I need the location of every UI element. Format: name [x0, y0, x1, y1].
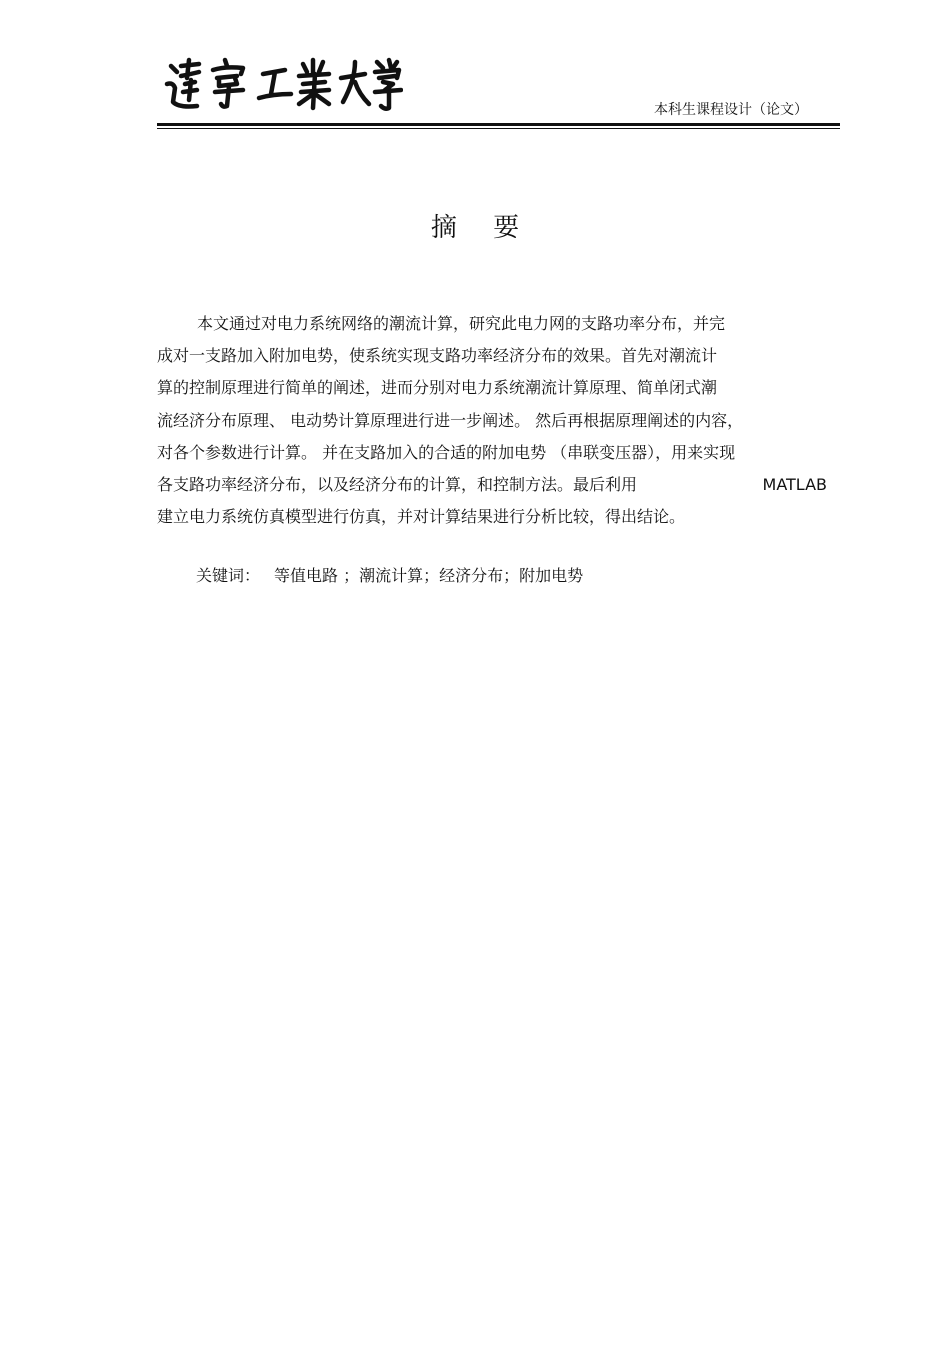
abstract-line: 成对一支路加入附加电势，使系统实现支路功率经济分布的效果。首先对潮流计: [157, 346, 718, 366]
calligraphy-logo-icon: [163, 56, 403, 114]
document-type-label: 本科生课程设计（论文）: [654, 102, 808, 118]
header-rule-thick: [157, 123, 840, 126]
abstract-body: [157, 308, 827, 533]
keywords-label: 关键词：: [196, 566, 261, 585]
abstract-line: 本文通过对电力系统网络的潮流计算，研究此电力网的支路功率分布，并完: [197, 314, 726, 333]
abstract-line: 建立电力系统仿真模型进行仿真，并对计算结果进行分析比较，得出结论。: [157, 507, 686, 527]
abstract-line: 算的控制原理进行简单的阐述，进而分别对电力系统潮流计算原理、简单闭式潮: [157, 378, 718, 398]
abstract-line: 流经济分布原理、 电动势计算原理进行进一步阐述。 然后再根据原理阐述的内容，: [157, 410, 744, 430]
university-logo: [163, 56, 403, 114]
keywords-text: 等值电路 ；潮流计算；经济分布；附加电势: [274, 566, 584, 585]
abstract-line: 对各个参数进行计算。 并在支路加入的合适的附加电势 （串联变压器），用来实现: [157, 442, 736, 462]
abstract-line-term: MATLAB: [762, 474, 827, 494]
abstract-line-text: 各支路功率经济分布，以及经济分布的计算，和控制方法。最后利用: [157, 474, 638, 494]
header-rule-thin: [157, 128, 840, 129]
abstract-line: [157, 469, 827, 501]
keywords-line: [196, 562, 583, 590]
logo-text: [403, 56, 404, 57]
page-title: 摘 要: [430, 213, 534, 243]
